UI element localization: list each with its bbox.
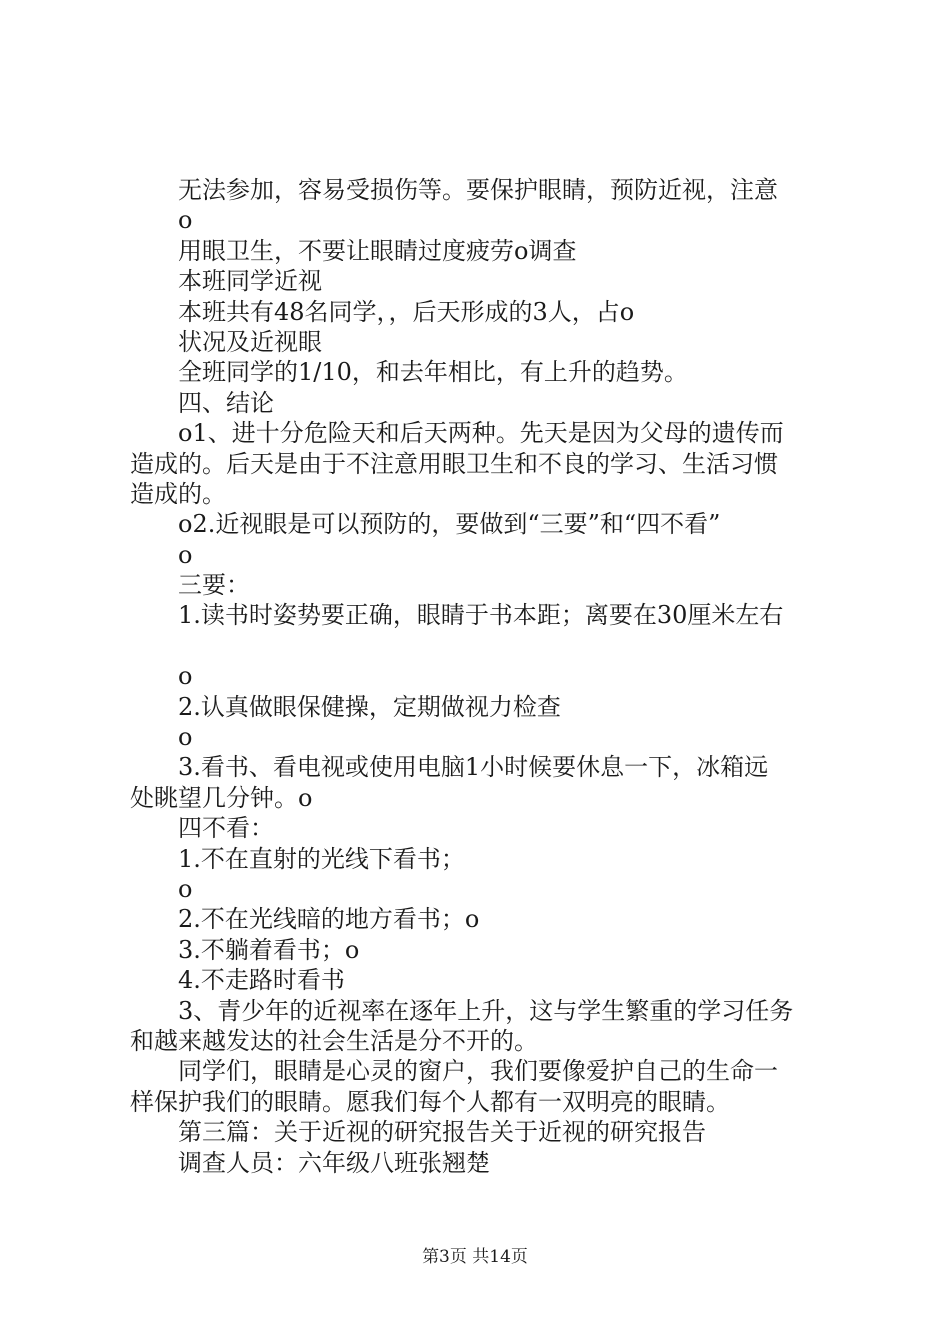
- list-heading: 四不看：: [178, 814, 274, 843]
- list-item: 1.读书时姿势要正确，眼睛于书本距；离要在30厘米左右: [178, 601, 784, 630]
- list-item: 2.认真做眼保健操，定期做视力检查: [178, 692, 561, 721]
- text-line: 全班同学的1/10，和去年相比，有上升的趋势。: [178, 358, 688, 387]
- list-item: 2.不在光线暗的地方看书；o: [178, 905, 480, 934]
- text-line: 3、青少年的近视率在逐年上升，这与学生繁重的学习任务: [178, 996, 794, 1025]
- text-line: o: [178, 540, 193, 569]
- text-line: o: [178, 662, 193, 691]
- text-line: o: [178, 874, 193, 903]
- text-line: 无法参加，容易受损伤等。要保护眼睛，预防近视，注意: [178, 176, 778, 204]
- page-footer: 第3页 共14页: [422, 1247, 528, 1267]
- list-heading: 三要：: [178, 571, 250, 600]
- list-item: 4.不走路时看书: [178, 966, 345, 995]
- text-line: o1、进十分危险天和后天两种。先天是因为父母的遗传而: [178, 419, 784, 448]
- text-line: 处眺望几分钟。o: [130, 783, 313, 812]
- text-line: 样保护我们的眼睛。愿我们每个人都有一双明亮的眼睛。: [130, 1087, 730, 1116]
- text-line: 同学们，眼睛是心灵的窗户，我们要像爱护自己的生命一: [178, 1057, 778, 1086]
- text-line: 本班同学近视: [178, 267, 322, 296]
- text-line: 本班共有48名同学，，后天形成的3人，占o: [178, 297, 635, 326]
- document-body: [130, 175, 835, 1178]
- list-item: 3.不躺着看书；o: [178, 935, 360, 964]
- section-heading: 四、结论: [178, 388, 274, 417]
- list-item: 3.看书、看电视或使用电脑1小时候要休息一下，冰箱远: [178, 753, 769, 782]
- text-line: 造成的。后天是由于不注意用眼卫生和不良的学习、生活习惯: [130, 449, 778, 478]
- text-line: o: [178, 206, 193, 235]
- chapter-title: 第三篇：关于近视的研究报告关于近视的研究报告: [178, 1118, 706, 1147]
- text-line: 状况及近视眼: [178, 327, 322, 356]
- blank-line: [130, 631, 835, 661]
- text-line: 用眼卫生，不要让眼睛过度疲劳o调查: [178, 236, 577, 265]
- text-line: o2.近视眼是可以预防的，要做到“三要”和“四不看”: [178, 510, 721, 539]
- text-line: 和越来越发达的社会生活是分不开的。: [130, 1026, 538, 1055]
- text-line: 造成的。: [130, 479, 226, 508]
- list-item: 1.不在直射的光线下看书；: [178, 844, 465, 873]
- text-line: o: [178, 723, 193, 752]
- text-line: 调查人员：六年级八班张翘楚: [178, 1148, 490, 1177]
